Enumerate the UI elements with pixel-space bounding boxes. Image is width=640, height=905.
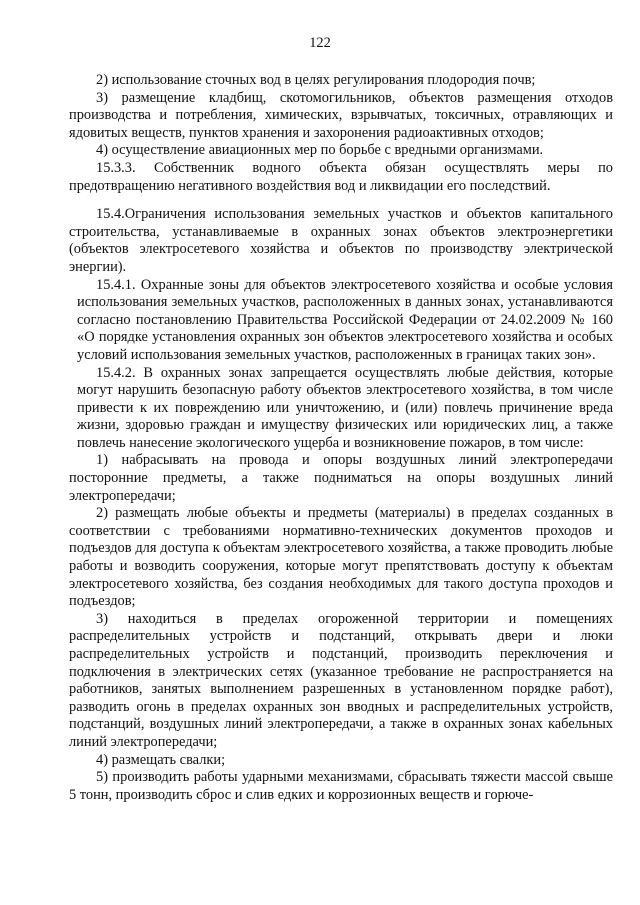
paragraph-item-3: 3) размещение кладбищ, скотомогильников, объектов размещения отходов производства и потребления, химических, взрывчатых, токсичных, отравляющих и ядовитых веществ, пунктов хранения и захоронения радиоактивных отходов;: [69, 89, 613, 141]
list-item-3: 3) находиться в пределах огороженной территории и помещениях распределительных устройств и подстанций, открывать двери и люки распределительных устройств и подстанций, производить переключения и подключения в электрических сетях (указанное требование не распространяется на работников, занятых выполнением разрешенных в установленном порядке работ), разводить огонь в пределах охранных зон вводных и распределительных устройств, подстанций, воздушных линий электропередачи, а также в охранных зонах кабельных линий электропередачи;: [69, 610, 613, 750]
paragraph-item-4: 4) осуществление авиационных мер по борьбе с вредными организмами.: [96, 142, 544, 159]
paragraph-15-3-3: 15.3.3. Собственник водного объекта обязан осуществлять меры по предотвращению негативного воздействия вод и ликвидации его последствий.: [69, 159, 613, 194]
list-item-5: 5) производить работы ударными механизмами, сбрасывать тяжести массой свыше 5 тонн, производить сброс и слив едких и коррозионных веществ и горюче-: [69, 769, 613, 803]
section-heading-15-4: 15.4.Ограничения использования земельных участков и объектов капитального строительства, устанавливаемые в охранных зонах объектов электроэнергетики (объектов электросетевого хозяйства и объектов по производству электрической энергии).: [69, 206, 613, 275]
paragraph-item-2: 2) использование сточных вод в целях регулирования плодородия почв;: [96, 72, 536, 88]
paragraph-15-4-2: 15.4.2. В охранных зонах запрещается осуществлять любые действия, которые могут нарушить безопасную работу объектов электросетевого хозяйства, в том числе привести к их повреждению или уничтожению, и (или) повлечь причинение вреда жизни, здоровью граждан и имуществу физических или юридических лиц, а также повлечь нанесение экологического ущерба и возникновение пожаров, в том числе:: [77, 364, 613, 451]
page-number: 122: [309, 35, 331, 51]
list-item-2: 2) размещать любые объекты и предметы (материалы) в пределах созданных в соответствии с требованиями нормативно-технических документов проходов и подъездов для доступа к объектам электросетевого хозяйства, а также проводить любые работы и возводить сооружения, которые могут препятствовать доступу к объектам электросетевого хозяйства, без создания необходимых для такого доступа проходов и подъездов;: [69, 505, 613, 610]
paragraph-15-4-1: 15.4.1. Охранные зоны для объектов электросетевого хозяйства и особые условия использования земельных участков, расположенных в данных зонах, устанавливаются согласно постановлению Правительства Российской Федерации от 24.02.2009 № 160 «О порядке установления охранных зон объектов электросетевого хозяйства и особых условий использования земельных участков, расположенных в границах таких зон».: [77, 276, 613, 363]
document-body: [69, 72, 613, 804]
list-item-1: 1) набрасывать на провода и опоры воздушных линий электропередачи посторонние предметы, а также подниматься на опоры воздушных линий электропередачи;: [69, 452, 613, 504]
list-item-4: 4) размещать свалки;: [96, 751, 226, 768]
section-gap: [69, 195, 613, 206]
